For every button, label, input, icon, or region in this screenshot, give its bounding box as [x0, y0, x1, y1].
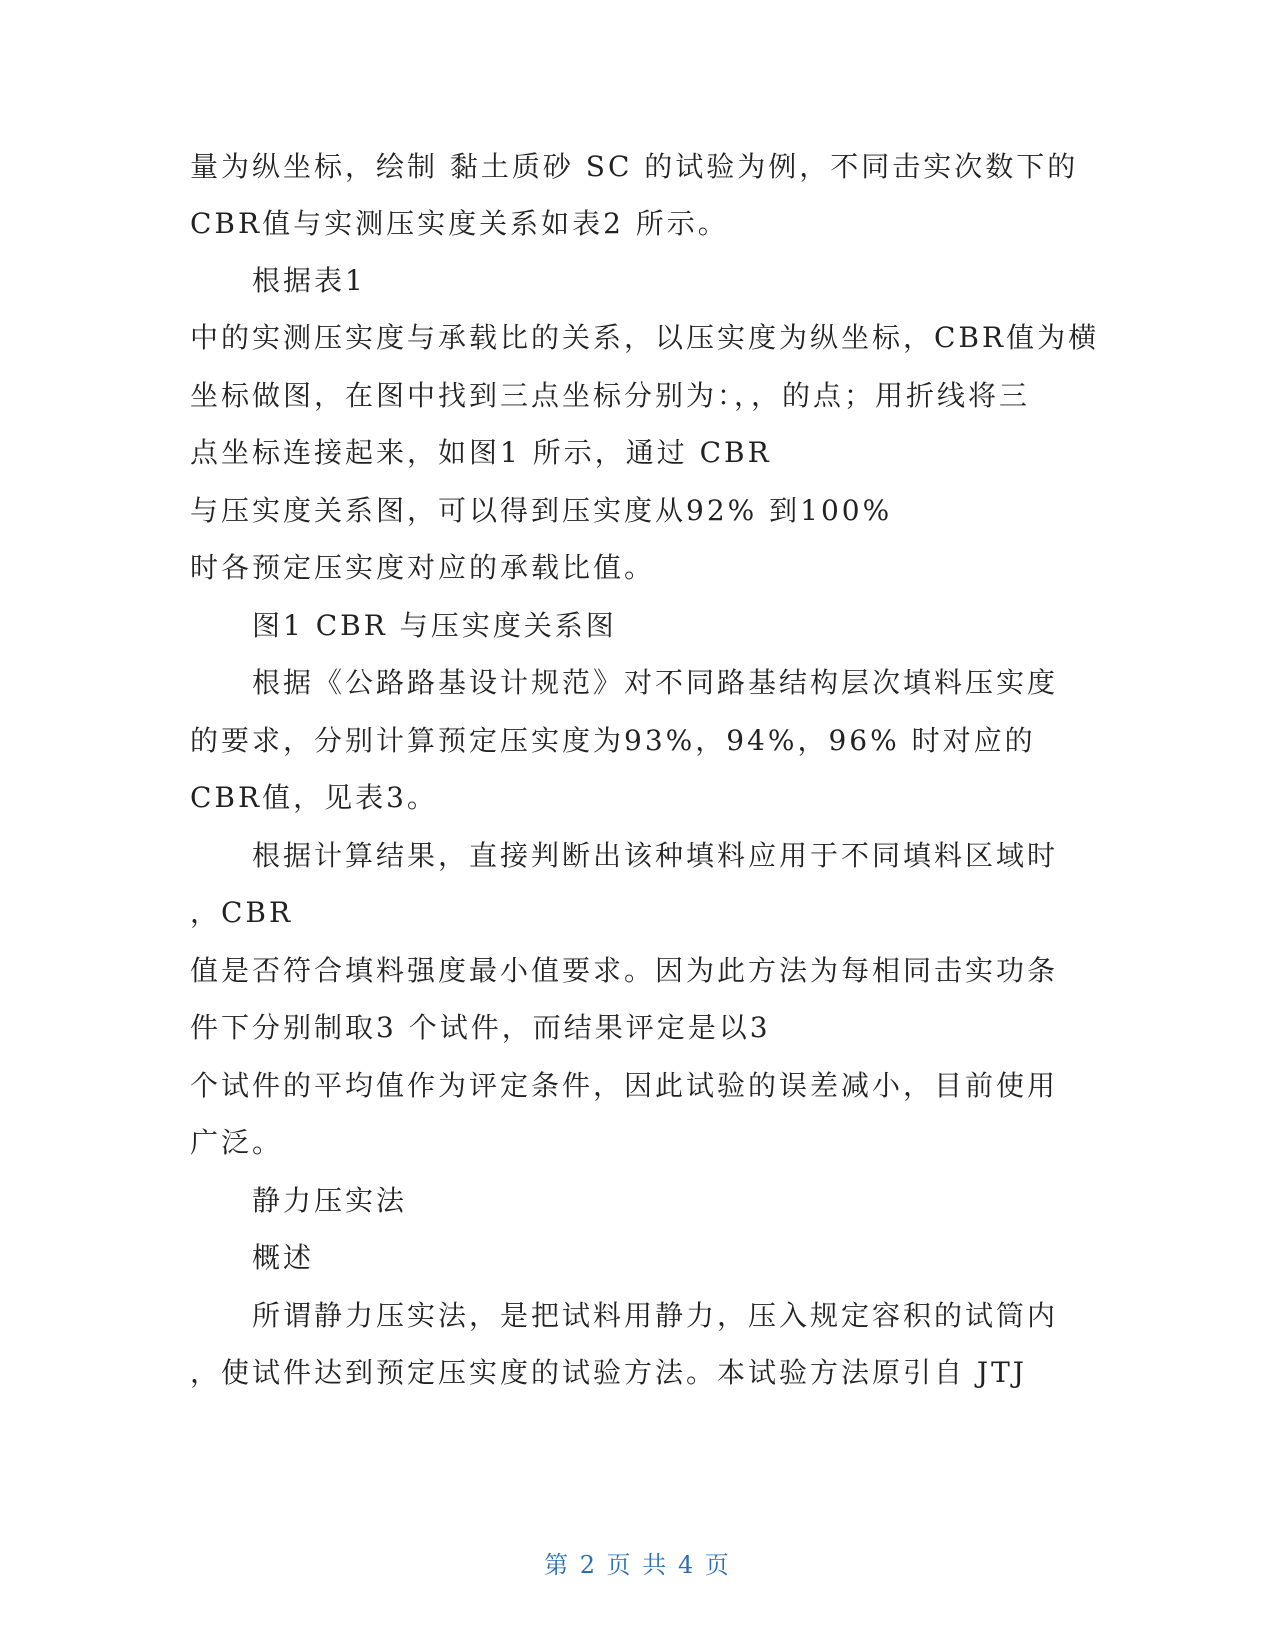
text-line: 中的实测压实度与承载比的关系，以压实度为纵坐标，CBR值为横: [190, 321, 1100, 354]
text-line: 个试件的平均值作为评定条件，因此试验的误差减小，目前使用: [190, 1069, 1059, 1102]
text-line: 根据表1: [252, 264, 366, 297]
text-line: ，CBR: [190, 896, 294, 929]
text-line: 广泛。: [190, 1126, 284, 1159]
figure-caption: 图1 CBR 与压实度关系图: [252, 609, 617, 642]
text-line: 根据计算结果，直接判断出该种填料应用于不同填料区域时: [252, 839, 1059, 872]
text-line: 件下分别制取3 个试件，而结果评定是以3: [190, 1011, 771, 1044]
subsection-heading: 概述: [252, 1241, 315, 1274]
text-line: ，使试件达到预定压实度的试验方法。本试验方法原引自 JTJ: [190, 1356, 1028, 1389]
text-line: CBR值与实测压实度关系如表2 所示。: [190, 207, 729, 240]
text-line: 时各预定压实度对应的承载比值。: [190, 551, 656, 584]
text-line: 的要求，分别计算预定压实度为93%，94%，96% 时对应的: [190, 724, 1036, 757]
text-line: 与压实度关系图，可以得到压实度从92% 到100%: [190, 494, 893, 527]
text-line: 量为纵坐标，绘制 黏土质砂 SC 的试验为例，不同击实次数下的: [190, 150, 1079, 183]
text-line: 根据《公路路基设计规范》对不同路基结构层次填料压实度: [252, 666, 1059, 699]
text-line: 值是否符合填料强度最小值要求。因为此方法为每相同击实功条: [190, 954, 1059, 987]
text-line: CBR值，见表3。: [190, 781, 438, 814]
text-line: 坐标做图，在图中找到三点坐标分别为：，，的点；用折线将三: [190, 379, 1031, 412]
text-line: 点坐标连接起来，如图1 所示，通过 CBR: [190, 436, 772, 469]
page-number-footer: 第 2 页 共 4 页: [544, 1551, 731, 1579]
section-heading: 静力压实法: [252, 1184, 408, 1217]
text-line: 所谓静力压实法，是把试料用静力，压入规定容积的试筒内: [252, 1299, 1059, 1332]
